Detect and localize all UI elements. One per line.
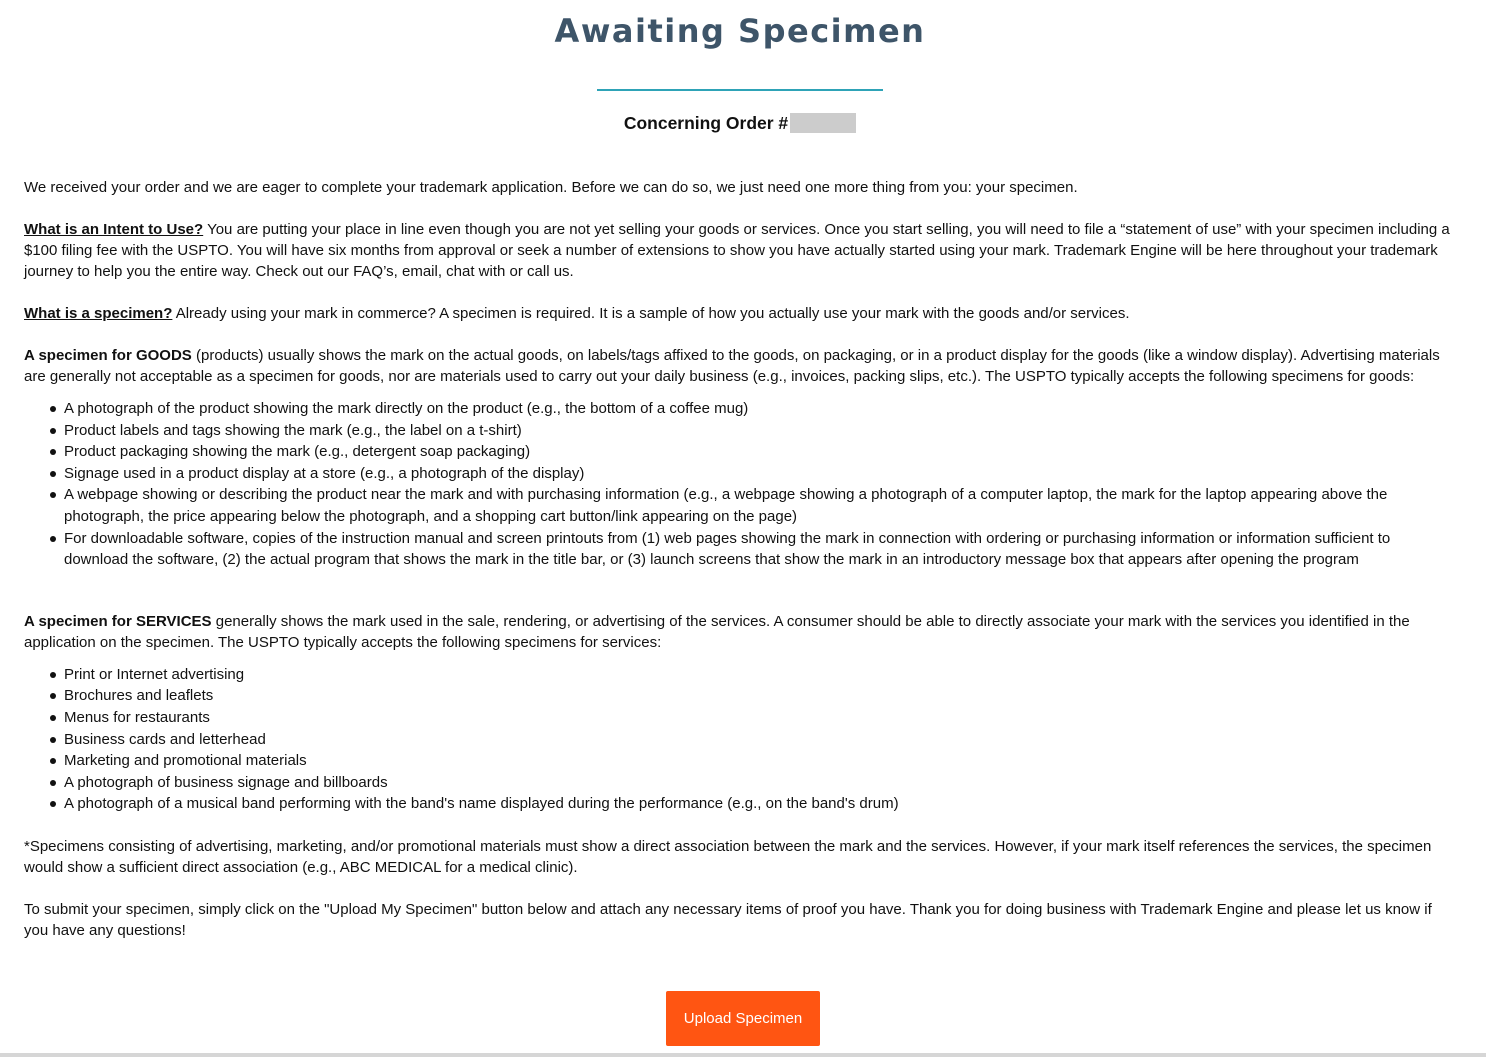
list-item: Signage used in a product display at a store (e.g., a photograph of the display)	[64, 463, 1456, 485]
advertising-note: *Specimens consisting of advertising, marketing, and/or promotional materials must show a direct association between the mark and the services. However, if your mark itself references the services, the specimen would show a sufficient direct association (e.g., ABC MEDICAL for a medical clinic).	[24, 837, 1432, 876]
goods-paragraph	[24, 345, 1456, 387]
intent-text: You are putting your place in line even though you are not yet selling your goods or services. Once you start selling, you will need to file a “statement of use” with your specimen including a $100 filing fee with the USPTO. You will have six months from approval or seek a number of extensions to show you have actually started using your mark. Trademark Engine will be here throughout your trademark journey to help you the entire way. Check out our FAQ’s, email, chat with or call us.	[24, 221, 1450, 280]
redacted-order-number	[790, 113, 856, 133]
goods-specimen-list	[24, 398, 1456, 571]
intent-paragraph	[24, 219, 1456, 282]
intent-heading: What is an Intent to Use?	[24, 221, 204, 238]
list-item: Print or Internet advertising	[64, 664, 1456, 686]
intro-paragraph: We received your order and we are eager to complete your trademark application. Before we can do so, we just need one more thing from you: your specimen.	[24, 179, 1078, 196]
message-body	[24, 177, 1456, 962]
title-divider	[597, 89, 883, 91]
closing-paragraph: To submit your specimen, simply click on the "Upload My Specimen" button below and attach any necessary items of proof you have. Thank you for doing business with Trademark Engine and please let us know if you have any questions!	[24, 900, 1432, 939]
list-item: Brochures and leaflets	[64, 685, 1456, 707]
list-item: Business cards and letterhead	[64, 729, 1456, 751]
list-item: Marketing and promotional materials	[64, 750, 1456, 772]
specimen-text: Already using your mark in commerce? A specimen is required. It is a sample of how you actually use your mark with the goods and/or services.	[172, 305, 1130, 322]
specimen-paragraph	[24, 303, 1456, 324]
services-text: generally shows the mark used in the sale, rendering, or advertising of the services. A consumer should be able to directly associate your mark with the services you identified in the application on the specimen. The USPTO typically accepts the following specimens for services:	[24, 612, 1410, 651]
list-item: A photograph of business signage and billboards	[64, 772, 1456, 794]
services-paragraph	[24, 611, 1456, 653]
bottom-scroll-edge	[0, 1053, 1486, 1057]
upload-specimen-button[interactable]: Upload Specimen	[666, 991, 820, 1046]
list-item: Product packaging showing the mark (e.g., detergent soap packaging)	[64, 441, 1456, 463]
specimen-heading: What is a specimen?	[24, 305, 173, 322]
list-item: A photograph of the product showing the mark directly on the product (e.g., the bottom of a coffee mug)	[64, 398, 1456, 420]
list-item: A webpage showing or describing the product near the mark and with purchasing information (e.g., a webpage showing a photograph of a computer laptop, the mark for the laptop appearing above the photograph, the price appearing below the photograph, and a shopping cart button/link appearing on the page)	[64, 484, 1456, 527]
order-label: Concerning Order #	[623, 113, 789, 133]
list-item: Menus for restaurants	[64, 707, 1456, 729]
cta-container	[0, 991, 1486, 1046]
services-heading: A specimen for SERVICES	[24, 612, 212, 630]
order-line	[24, 113, 1456, 134]
goods-heading: A specimen for GOODS	[24, 347, 192, 364]
goods-text: (products) usually shows the mark on the actual goods, on labels/tags affixed to the goods, on packaging, or in a product display for the goods (like a window display). Advertising materials are generally not acceptable as a specimen for goods, nor are materials used to carry out your daily business (e.g., invoices, packing slips, etc.). The USPTO typically accepts the following specimens for goods:	[24, 347, 1440, 385]
list-item: A photograph of a musical band performing with the band's name displayed during the performance (e.g., on the band's drum)	[64, 793, 1456, 815]
page-title: Awaiting Specimen	[554, 12, 926, 50]
list-item: Product labels and tags showing the mark (e.g., the label on a t-shirt)	[64, 420, 1456, 442]
list-item: For downloadable software, copies of the instruction manual and screen printouts from (1) web pages showing the mark in connection with ordering or purchasing information or information sufficient to download the software, (2) the actual program that shows the mark in the title bar, or (3) launch screens that show the mark in an introductory message box that appears after opening the program	[64, 528, 1456, 571]
services-specimen-list	[24, 664, 1456, 815]
